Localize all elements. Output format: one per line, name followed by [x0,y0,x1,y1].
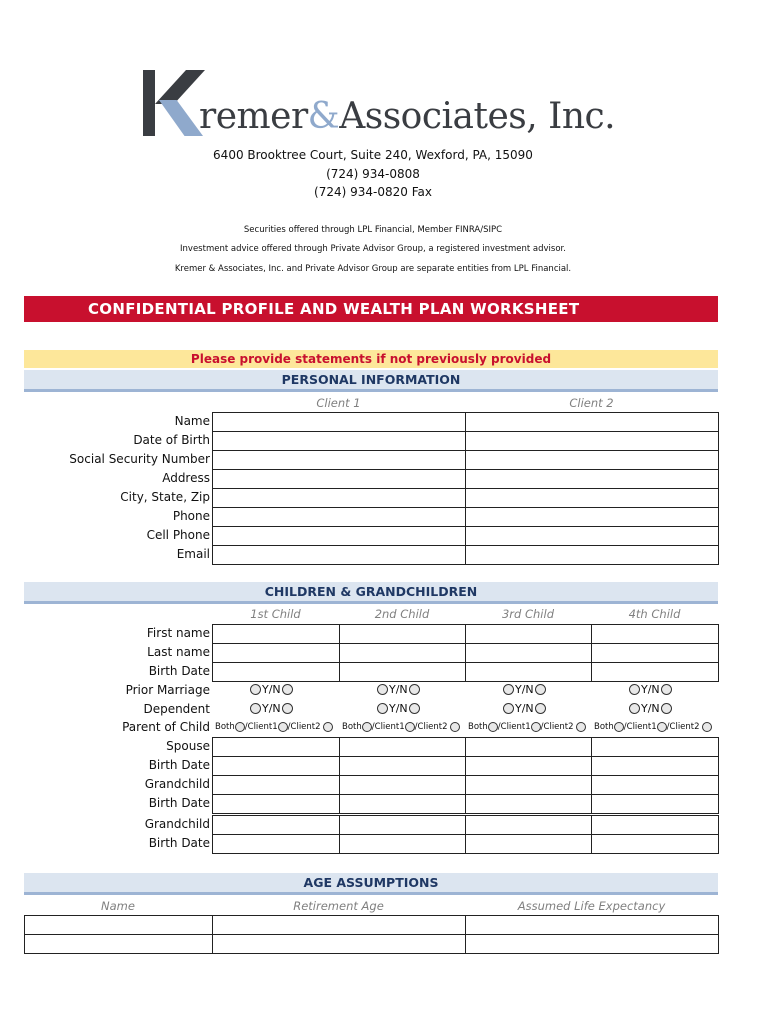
client2-label: /Client2 [414,722,448,732]
age-row-1-col-2-field[interactable] [212,915,466,935]
age-col-header: Retirement Age [293,899,384,913]
client1-date-of-birth-field[interactable] [212,431,466,451]
client1-radio[interactable] [278,722,288,732]
yes-radio[interactable] [250,684,261,695]
client2-label: /Client2 [666,722,700,732]
child-3-grandchild-field[interactable] [465,775,592,795]
no-radio[interactable] [282,703,293,714]
child-3-birth-date-field[interactable] [465,662,592,682]
client2-phone-field[interactable] [465,507,719,527]
no-radio[interactable] [535,684,546,695]
child-4-birth-date-field[interactable] [591,834,719,854]
age-row-1-col-3-field[interactable] [465,915,719,935]
child-1-grandchild-field[interactable] [212,815,340,835]
age-row-2-col-2-field[interactable] [212,934,466,954]
children-row-label: Parent of Child [122,720,210,734]
client1-address-field[interactable] [212,469,466,489]
logo-k-arm [155,70,205,104]
no-radio[interactable] [409,703,420,714]
child-1-spouse-field[interactable] [212,737,340,757]
child-2-dependent-yn [377,702,420,715]
children-row-label: Birth Date [148,796,210,810]
client1-phone-field[interactable] [212,507,466,527]
statements-notice: Please provide statements if not previously provided [24,350,718,368]
personal-row-label: City, State, Zip [120,490,210,504]
children-row-label: Grandchild [144,817,210,831]
child-1-header: 1st Child [250,607,301,621]
personal-row-label: Social Security Number [69,452,210,466]
child-2-parent-of-child [342,722,460,732]
yes-radio[interactable] [503,703,514,714]
children-row-label: Grandchild [144,777,210,791]
disclosure-1: Securities offered through LPL Financial, Member FINRA/SIPC [243,225,503,235]
disclosure-3: Kremer & Associates, Inc. and Private Advisor Group are separate entities from LPL Financial. [174,264,572,274]
client1-name-field[interactable] [212,412,466,432]
both-radio[interactable] [235,722,245,732]
child-3-birth-date-field[interactable] [465,794,592,814]
child-1-grandchild-field[interactable] [212,775,340,795]
yes-radio[interactable] [629,684,640,695]
child-3-prior-marriage-yn [503,683,546,696]
child-2-birth-date-field[interactable] [339,834,466,854]
client2-radio[interactable] [702,722,712,732]
client1-label: /Client1 [371,722,405,732]
child-1-first-name-field[interactable] [212,624,340,644]
yes-radio[interactable] [377,684,388,695]
child-3-grandchild-field[interactable] [465,815,592,835]
company-address: 6400 Brooktree Court, Suite 240, Wexford, PA, 15090 [213,148,533,162]
yn-label: Y/N [641,702,660,715]
client2-radio[interactable] [323,722,333,732]
client2-cell-phone-field[interactable] [465,526,719,546]
company-phone: (724) 934-0808 [326,167,420,181]
client1-radio[interactable] [405,722,415,732]
personal-row-label: Date of Birth [133,433,210,447]
yn-label: Y/N [389,702,408,715]
child-4-spouse-field[interactable] [591,737,719,757]
child-2-header: 2nd Child [374,607,430,621]
child-3-birth-date-field[interactable] [465,756,592,776]
both-radio[interactable] [488,722,498,732]
child-4-header: 4th Child [628,607,681,621]
personal-row-label: Cell Phone [146,528,210,542]
child-1-birth-date-field[interactable] [212,662,340,682]
client2-city-state-zip-field[interactable] [465,488,719,508]
child-1-parent-of-child [215,722,333,732]
no-radio[interactable] [661,703,672,714]
yn-label: Y/N [515,683,534,696]
client2-header: Client 2 [569,396,614,410]
children-row-label: Last name [147,645,210,659]
child-3-header: 3rd Child [501,607,554,621]
client1-social-security-number-field[interactable] [212,450,466,470]
child-2-last-name-field[interactable] [339,643,466,663]
yes-radio[interactable] [503,684,514,695]
child-2-grandchild-field[interactable] [339,815,466,835]
age-assumptions-heading: AGE ASSUMPTIONS [24,873,718,895]
child-1-prior-marriage-yn [250,683,293,696]
child-3-spouse-field[interactable] [465,737,592,757]
personal-info-heading: PERSONAL INFORMATION [24,370,718,392]
child-1-dependent-yn [250,702,293,715]
both-radio[interactable] [362,722,372,732]
both-label: Both [215,722,235,732]
child-2-birth-date-field[interactable] [339,794,466,814]
logo-k-leg [159,100,203,136]
age-col-header: Name [101,899,135,913]
yn-label: Y/N [641,683,660,696]
child-4-grandchild-field[interactable] [591,775,719,795]
child-1-birth-date-field[interactable] [212,756,340,776]
children-row-label: First name [146,626,210,640]
age-row-1-col-1-field[interactable] [24,915,213,935]
child-2-prior-marriage-yn [377,683,420,696]
no-radio[interactable] [282,684,293,695]
logo-k-stem [143,70,155,136]
personal-row-label: Name [174,414,210,428]
company-logo [143,70,621,140]
client1-header: Client 1 [316,396,361,410]
personal-row-label: Address [162,471,210,485]
child-4-grandchild-field[interactable] [591,815,719,835]
child-2-first-name-field[interactable] [339,624,466,644]
child-4-dependent-yn [629,702,672,715]
client1-city-state-zip-field[interactable] [212,488,466,508]
child-4-birth-date-field[interactable] [591,794,719,814]
client2-social-security-number-field[interactable] [465,450,719,470]
client2-date-of-birth-field[interactable] [465,431,719,451]
client1-label: /Client1 [497,722,531,732]
both-radio[interactable] [614,722,624,732]
child-4-parent-of-child [594,722,712,732]
client1-label: /Client1 [244,722,278,732]
child-3-last-name-field[interactable] [465,643,592,663]
child-1-birth-date-field[interactable] [212,834,340,854]
child-1-last-name-field[interactable] [212,643,340,663]
logo-wordmark: remer&Associates, Inc. [199,96,616,137]
yes-radio[interactable] [250,703,261,714]
child-3-parent-of-child [468,722,586,732]
child-3-dependent-yn [503,702,546,715]
client1-radio[interactable] [657,722,667,732]
client2-name-field[interactable] [465,412,719,432]
child-4-birth-date-field[interactable] [591,756,719,776]
child-4-prior-marriage-yn [629,683,672,696]
yn-label: Y/N [515,702,534,715]
children-row-label: Dependent [143,702,210,716]
age-row-2-col-1-field[interactable] [24,934,213,954]
both-label: Both [468,722,488,732]
yes-radio[interactable] [377,703,388,714]
child-1-birth-date-field[interactable] [212,794,340,814]
personal-row-label: Phone [172,509,210,523]
no-radio[interactable] [661,684,672,695]
both-label: Both [594,722,614,732]
client2-email-field[interactable] [465,545,719,565]
disclosure-2: Investment advice offered through Private Advisor Group, a registered investment advisor. [180,244,566,254]
child-4-birth-date-field[interactable] [591,662,719,682]
client1-radio[interactable] [531,722,541,732]
children-heading: CHILDREN & GRANDCHILDREN [24,582,718,604]
children-row-label: Birth Date [148,836,210,850]
children-row-label: Birth Date [148,758,210,772]
personal-row-label: Email [176,547,210,561]
form-title: CONFIDENTIAL PROFILE AND WEALTH PLAN WORKSHEET [24,296,718,322]
no-radio[interactable] [409,684,420,695]
child-2-birth-date-field[interactable] [339,662,466,682]
child-3-birth-date-field[interactable] [465,834,592,854]
client2-label: /Client2 [287,722,321,732]
children-row-label: Spouse [166,739,210,753]
client1-email-field[interactable] [212,545,466,565]
client1-cell-phone-field[interactable] [212,526,466,546]
child-2-spouse-field[interactable] [339,737,466,757]
client2-radio[interactable] [576,722,586,732]
client2-label: /Client2 [540,722,574,732]
client2-address-field[interactable] [465,469,719,489]
client1-label: /Client1 [623,722,657,732]
no-radio[interactable] [535,703,546,714]
yn-label: Y/N [389,683,408,696]
both-label: Both [342,722,362,732]
yn-label: Y/N [262,702,281,715]
child-4-last-name-field[interactable] [591,643,719,663]
yes-radio[interactable] [629,703,640,714]
age-row-2-col-3-field[interactable] [465,934,719,954]
child-2-grandchild-field[interactable] [339,775,466,795]
child-4-first-name-field[interactable] [591,624,719,644]
yn-label: Y/N [262,683,281,696]
children-row-label: Prior Marriage [125,683,210,697]
children-row-label: Birth Date [148,664,210,678]
child-2-birth-date-field[interactable] [339,756,466,776]
client2-radio[interactable] [450,722,460,732]
age-col-header: Assumed Life Expectancy [517,899,666,913]
child-3-first-name-field[interactable] [465,624,592,644]
company-fax: (724) 934-0820 Fax [314,185,432,199]
